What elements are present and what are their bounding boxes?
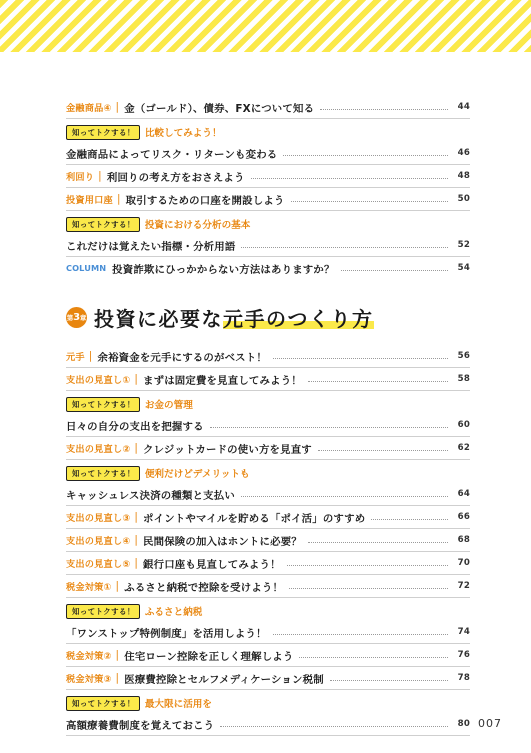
entry-separator: | <box>115 101 120 113</box>
tip-header <box>66 394 470 414</box>
tip-badge: 知ってトクする！ <box>66 466 140 481</box>
toc-entry[interactable] <box>66 621 470 643</box>
entry-page: 62 <box>457 443 470 453</box>
entry-title: 取引するための口座を開設しよう <box>125 194 285 207</box>
divider <box>66 459 470 460</box>
dot-leader <box>241 496 448 497</box>
dot-leader <box>308 542 448 543</box>
entry-page: 70 <box>457 558 470 568</box>
dot-leader <box>291 201 449 202</box>
dot-leader <box>287 565 448 566</box>
dot-leader <box>289 588 448 589</box>
dot-leader <box>241 247 448 248</box>
chapter-prefix: 第 <box>66 313 74 322</box>
entry-title: 銀行口座も見直してみよう！ <box>143 558 281 571</box>
toc-entry[interactable] <box>66 142 470 164</box>
toc-entry[interactable] <box>66 552 470 574</box>
toc-entry[interactable] <box>66 713 470 735</box>
chapter-title-part-a: 投資に必要な <box>94 306 223 331</box>
column-tag: COLUMN <box>66 263 107 273</box>
toc-entry[interactable] <box>66 96 470 118</box>
entry-page: 74 <box>457 627 470 637</box>
entry-separator: | <box>88 350 93 362</box>
tip-topic: お金の管理 <box>144 400 193 411</box>
divider <box>66 390 470 391</box>
entry-page: 68 <box>457 535 470 545</box>
entry-page: 56 <box>457 351 470 361</box>
toc-entry[interactable] <box>66 575 470 597</box>
entry-tag: 支出の見直し⑤ <box>66 559 131 570</box>
entry-separator: | <box>98 170 102 182</box>
dot-leader <box>308 381 448 382</box>
tip-topic: 比較してみよう！ <box>144 128 222 139</box>
entry-title: ふるさと納税で控除を受けよう！ <box>124 581 284 594</box>
toc-entry[interactable] <box>66 483 470 505</box>
tip-topic: ふるさと納税 <box>144 607 203 618</box>
tip-header <box>66 601 470 621</box>
entry-title: 高額療養費制度を覚えておこう <box>66 719 215 732</box>
entry-page: 80 <box>457 719 470 729</box>
entry-separator: | <box>115 580 120 592</box>
chapter-title-part-b: 元手のつくり方 <box>223 306 374 331</box>
entry-title: 日々の自分の支出を把握する <box>66 420 204 433</box>
tip-topic: 最大限に活用を <box>144 699 212 710</box>
tip-badge: 知ってトクする！ <box>66 217 140 232</box>
entry-page: 60 <box>457 420 470 430</box>
divider <box>66 735 470 736</box>
divider <box>66 689 470 690</box>
entry-page: 52 <box>457 240 470 250</box>
entry-separator: | <box>134 373 139 385</box>
entry-title: 金融商品によってリスク・リターンも変わる <box>66 148 278 161</box>
dot-leader <box>299 657 448 658</box>
entry-page: 44 <box>457 102 470 112</box>
tip-topic: 投資における分析の基本 <box>144 220 251 231</box>
entry-page: 48 <box>457 171 470 181</box>
dot-leader <box>283 155 448 156</box>
entry-title: 金（ゴールド）、債券、FXについて知る <box>124 102 315 115</box>
toc-entry[interactable] <box>66 165 470 187</box>
toc-entry[interactable] <box>66 234 470 256</box>
entry-page: 46 <box>457 148 470 158</box>
header-stripe-band <box>0 0 531 52</box>
chapter-heading <box>66 295 470 339</box>
chapter-title <box>94 303 374 332</box>
chapter-number-badge <box>66 307 87 328</box>
entry-title: キャッシュレス決済の種類と支払い <box>66 489 235 502</box>
toc-entry[interactable] <box>66 188 470 210</box>
entry-tag: 支出の見直し① <box>66 375 131 386</box>
entry-title: 投資詐欺にひっかからない方法はありますか？ <box>112 263 335 276</box>
entry-tag: 元手 <box>66 352 85 363</box>
dot-leader <box>273 634 448 635</box>
tip-header <box>66 463 470 483</box>
entry-page: 66 <box>457 512 470 522</box>
entry-page: 76 <box>457 650 470 660</box>
dot-leader <box>210 427 448 428</box>
tip-badge: 知ってトクする！ <box>66 696 140 711</box>
entry-separator: | <box>116 193 121 205</box>
entry-tag: 支出の見直し② <box>66 444 131 455</box>
table-of-contents <box>66 96 470 736</box>
entry-tag: 税金対策① <box>66 582 112 593</box>
entry-title: ポイントやマイルを貯める「ポイ活」のすすめ <box>143 512 366 525</box>
tip-topic: 便利だけどデメリットも <box>144 469 250 480</box>
entry-title: これだけは覚えたい指標・分析用語 <box>66 240 236 253</box>
entry-page: 58 <box>457 374 470 384</box>
dot-leader <box>330 680 448 681</box>
tip-header <box>66 214 470 234</box>
toc-entry[interactable] <box>66 506 470 528</box>
entry-title: まずは固定費を見直してみよう！ <box>143 374 302 387</box>
toc-entry[interactable] <box>66 368 470 390</box>
chapter-number: 3 <box>73 311 80 323</box>
page-number: 007 <box>478 717 502 730</box>
tip-badge: 知ってトクする！ <box>66 604 140 619</box>
toc-entry[interactable] <box>66 414 470 436</box>
entry-page: 72 <box>457 581 470 591</box>
tip-header <box>66 693 470 713</box>
tip-header <box>66 122 470 142</box>
entry-title: 「ワンストップ特例制度」を活用しよう！ <box>66 627 267 640</box>
entry-separator: | <box>115 672 120 684</box>
dot-leader <box>220 726 448 727</box>
toc-entry-column[interactable] <box>66 257 470 279</box>
entry-tag: 投資用口座 <box>66 195 113 206</box>
tip-badge: 知ってトクする！ <box>66 397 140 412</box>
divider <box>66 597 470 598</box>
entry-page: 54 <box>457 263 470 273</box>
entry-title: 余裕資金を元手にするのがベスト！ <box>97 351 267 364</box>
entry-tag: 利回り <box>66 172 95 183</box>
divider <box>66 118 470 119</box>
entry-page: 50 <box>457 194 470 204</box>
dot-leader <box>341 270 448 271</box>
entry-title: 民間保険の加入はホントに必要？ <box>143 535 302 548</box>
toc-entry[interactable] <box>66 644 470 666</box>
entry-separator: | <box>134 557 139 569</box>
entry-tag: 支出の見直し③ <box>66 513 131 524</box>
dot-leader <box>318 450 448 451</box>
entry-page: 64 <box>457 489 470 499</box>
toc-entry[interactable] <box>66 345 470 367</box>
dot-leader <box>371 519 448 520</box>
entry-separator: | <box>134 534 139 546</box>
dot-leader <box>251 178 448 179</box>
entry-title: 住宅ローン控除を正しく理解しよう <box>124 650 294 663</box>
entry-title: 利回りの考え方をおさえよう <box>106 171 245 184</box>
dot-leader <box>273 358 448 359</box>
dot-leader <box>320 109 448 110</box>
entry-separator: | <box>134 442 139 454</box>
chapter-suffix: 章 <box>79 313 87 322</box>
entry-tag: 税金対策③ <box>66 674 112 685</box>
entry-separator: | <box>134 511 139 523</box>
entry-tag: 金融商品④ <box>66 103 112 114</box>
tip-badge: 知ってトクする！ <box>66 125 140 140</box>
entry-title: クレジットカードの使い方を見直す <box>143 443 312 456</box>
toc-entry[interactable] <box>66 667 470 689</box>
entry-page: 78 <box>457 673 470 683</box>
divider <box>66 210 470 211</box>
entry-separator: | <box>115 649 120 661</box>
entry-tag: 支出の見直し④ <box>66 536 131 547</box>
toc-entry[interactable] <box>66 529 470 551</box>
toc-entry[interactable] <box>66 437 470 459</box>
entry-tag: 税金対策② <box>66 651 112 662</box>
entry-title: 医療費控除とセルフメディケーション税制 <box>124 673 324 686</box>
